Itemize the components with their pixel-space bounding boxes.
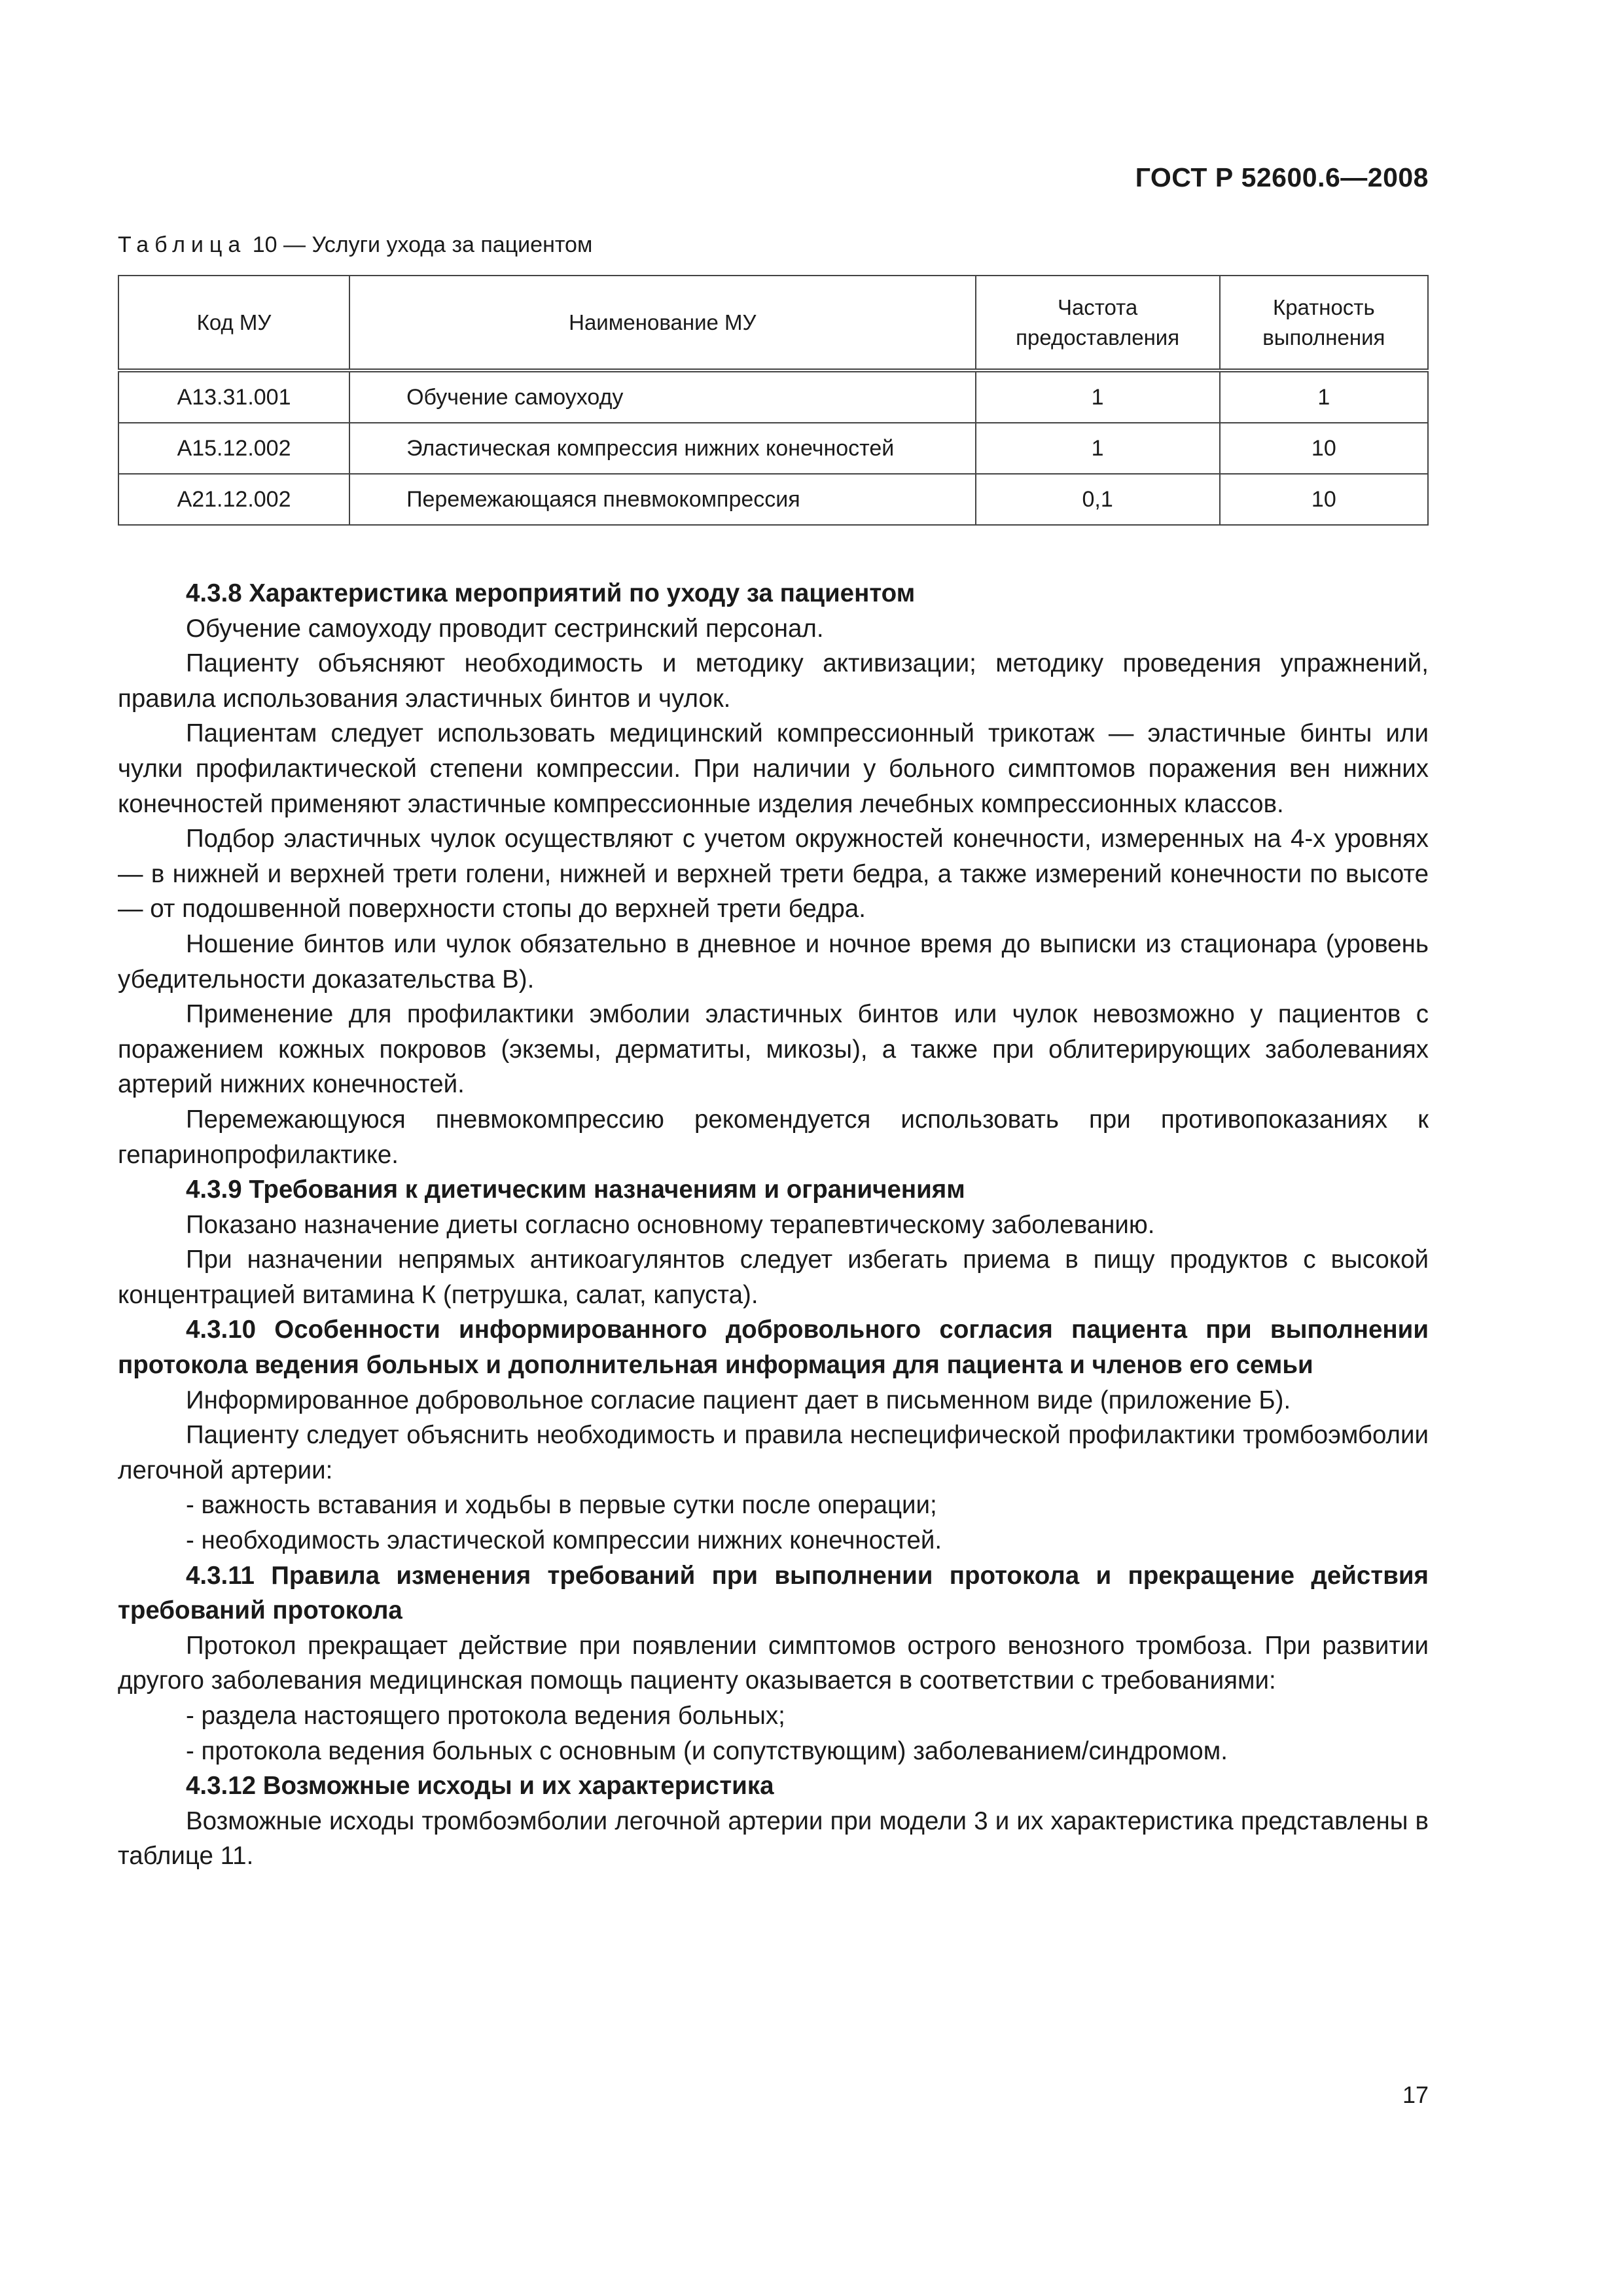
col-code-header: Код МУ xyxy=(118,276,349,370)
section-heading-4-3-9: 4.3.9 Требования к диетическим назначениям и ограничениям xyxy=(186,1175,965,1204)
cell-name: Перемежающаяся пневмокомпрессия xyxy=(349,474,976,525)
section-heading-4-3-10: 4.3.10 Особенности информированного добровольного согласия пациента при выполнении протокола ведения больных и дополнительная информация для пациента и членов его семьи xyxy=(118,1316,1429,1380)
table-caption-title: 10 — Услуги ухода за пациентом xyxy=(246,232,593,257)
cell-mult: 1 xyxy=(1220,370,1428,423)
paragraph: Подбор эластичных чулок осуществляют с учетом окружностей конечности, измеренных на 4-х уровнях — в нижней и верхней трети голени, нижней и верхней трети бедра, а также измерений конечности по высоте — от подошвенной поверхности стопы до верхней трети бедра. xyxy=(118,825,1429,924)
page-number: 17 xyxy=(1402,2081,1429,2108)
section-heading-4-3-11: 4.3.11 Правила изменения требований при выполнении протокола и прекращение действия требований протокола xyxy=(118,1561,1429,1625)
paragraph: Информированное добровольное согласие пациент дает в письменном виде (приложение Б). xyxy=(186,1386,1291,1414)
cell-code: A15.12.002 xyxy=(118,423,349,474)
list-item: - важность вставания и ходьбы в первые сутки после операции; xyxy=(186,1491,937,1520)
col-mult-header xyxy=(1220,276,1428,370)
col-mult-line2: выполнения xyxy=(1262,325,1385,350)
cell-freq: 0,1 xyxy=(976,474,1220,525)
paragraph: Пациентам следует использовать медицинский компрессионный трикотаж — эластичные бинты или чулки профилактической степени компрессии. При наличии у больного симптомов поражения вен нижних конечностей применяют эластичные компрессионные изделия лечебных компрессионных классов. xyxy=(118,719,1429,818)
table-row xyxy=(118,370,1428,423)
cell-freq: 1 xyxy=(976,423,1220,474)
standard-code: ГОСТ Р 52600.6—2008 xyxy=(1135,162,1429,192)
col-freq-line2: предоставления xyxy=(1016,325,1180,350)
col-freq-line1: Частота xyxy=(1057,295,1138,319)
cell-code: A13.31.001 xyxy=(118,370,349,423)
paragraph: При назначении непрямых антикоагулянтов следует избегать приема в пищу продуктов с высокой концентрацией витамина К (петрушка, салат, капуста). xyxy=(118,1246,1429,1309)
cell-freq: 1 xyxy=(976,370,1220,423)
paragraph: Возможные исходы тромбоэмболии легочной артерии при модели 3 и их характеристика представлены в таблице 11. xyxy=(118,1806,1429,1871)
cell-mult: 10 xyxy=(1220,423,1428,474)
section-heading-4-3-12: 4.3.12 Возможные исходы и их характеристика xyxy=(186,1772,774,1801)
paragraph: Ношение бинтов или чулок обязательно в дневное и ночное время до выписки из стационара (уровень убедительности доказательства В). xyxy=(118,929,1429,994)
paragraph: Пациенту объясняют необходимость и методику активизации; методику проведения упражнений, правила использования эластичных бинтов и чулок. xyxy=(118,649,1429,713)
table-row xyxy=(118,423,1428,474)
table-caption xyxy=(118,232,592,258)
col-name-header: Наименование МУ xyxy=(349,276,976,370)
cell-name: Эластическая компрессия нижних конечностей xyxy=(349,423,976,474)
paragraph: Применение для профилактики эмболии эластичных бинтов или чулок невозможно у пациентов с поражением кожных покровов (экземы, дерматиты, микозы), а также при облитерирующих заболеваниях артерий нижних конечностей. xyxy=(118,1000,1429,1099)
cell-mult: 10 xyxy=(1220,474,1428,525)
col-mult-line1: Кратность xyxy=(1272,295,1375,319)
paragraph: Обучение самоуходу проводит сестринский персонал. xyxy=(186,614,824,643)
list-item: - необходимость эластической компрессии нижних конечностей. xyxy=(186,1526,942,1555)
col-freq-header xyxy=(976,276,1220,370)
cell-name: Обучение самоуходу xyxy=(349,370,976,423)
list-item: - протокола ведения больных с основным (и сопутствующим) заболеванием/синдромом. xyxy=(186,1736,1228,1765)
table-header-row xyxy=(118,276,1428,370)
paragraph: Перемежающуюся пневмокомпрессию рекомендуется использовать при противопоказаниях к гепаринопрофилактике. xyxy=(118,1105,1429,1169)
section-heading-4-3-8: 4.3.8 Характеристика мероприятий по уходу за пациентом xyxy=(186,579,916,607)
paragraph: Протокол прекращает действие при появлении симптомов острого венозного тромбоза. При развитии другого заболевания медицинская помощь пациенту оказывается в соответствии с требованиями: xyxy=(118,1631,1429,1695)
body-text xyxy=(118,576,1429,1874)
table-row xyxy=(118,474,1428,525)
list-item: - раздела настоящего протокола ведения больных; xyxy=(186,1702,785,1730)
cell-code: A21.12.002 xyxy=(118,474,349,525)
paragraph: Пациенту следует объяснить необходимость и правила неспецифической профилактики тромбоэмболии легочной артерии: xyxy=(118,1421,1429,1484)
services-table xyxy=(118,275,1429,526)
table-caption-label: Таблица xyxy=(118,232,247,257)
paragraph: Показано назначение диеты согласно основному терапевтическому заболеванию. xyxy=(186,1210,1155,1239)
